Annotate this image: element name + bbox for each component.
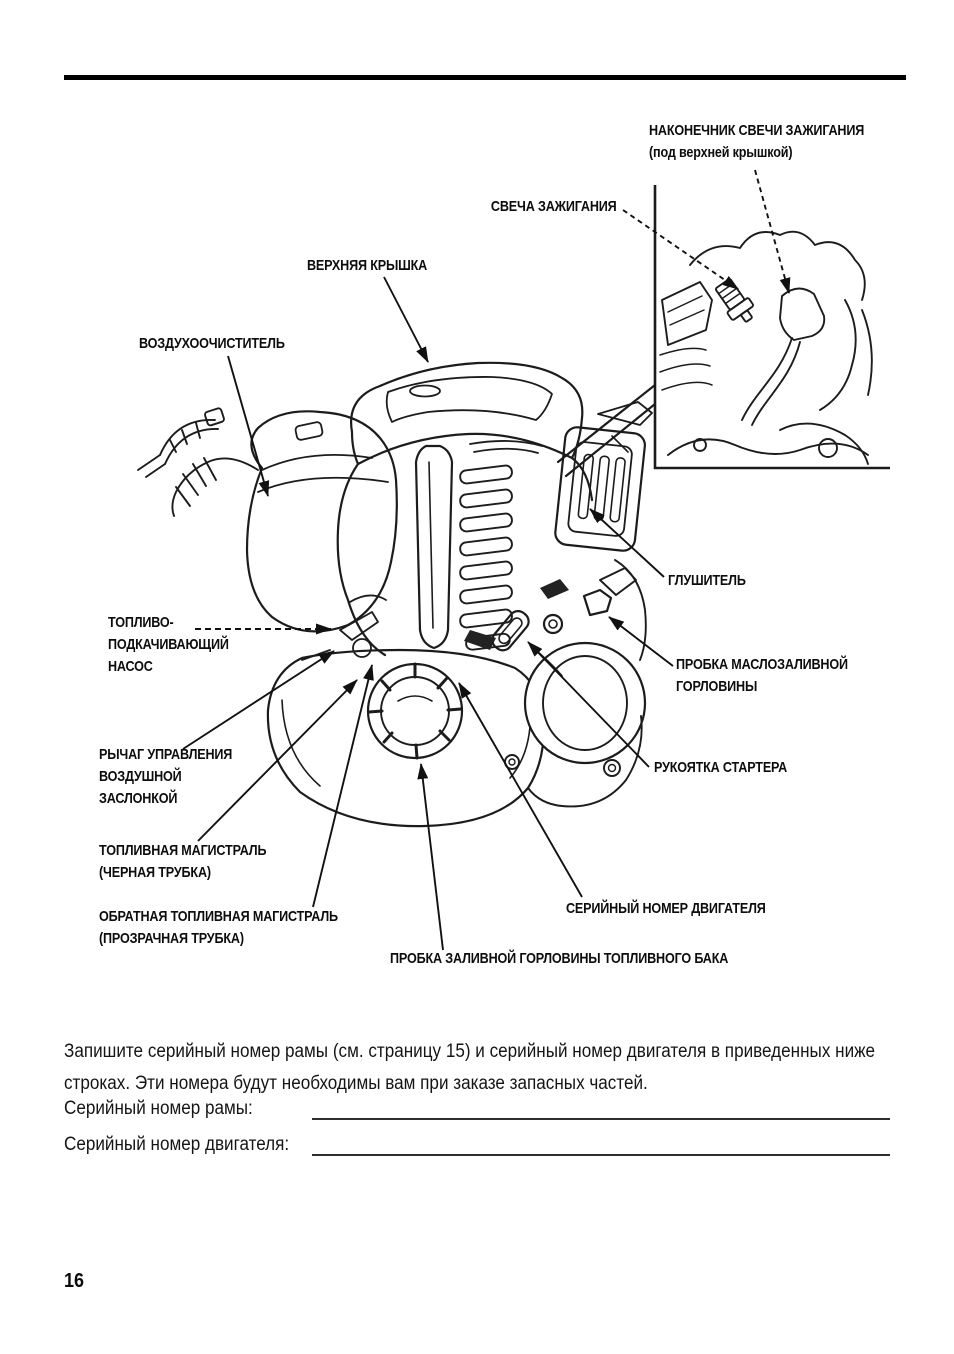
leader-top-cover (384, 277, 428, 362)
top-cover-drawing (351, 363, 582, 464)
inset-detail (655, 185, 890, 468)
leader-lines (183, 170, 789, 950)
fuel-cap-drawing (368, 664, 462, 758)
frame-serial-blank-line (312, 1098, 890, 1120)
label-choke-lever: РЫЧАГ УПРАВЛЕНИЯ ВОЗДУШНОЙ ЗАСЛОНКОЙ (99, 746, 233, 807)
handle-bar-drawing (416, 446, 452, 648)
leader-fuel-return-line (313, 665, 372, 907)
label-fuel-pump: ТОПЛИВО- ПОДКАЧИВАЮЩИЙ НАСОС (108, 614, 229, 675)
engine-serial-blank-line (312, 1134, 890, 1156)
label-muffler: ГЛУШИТЕЛЬ (668, 572, 746, 589)
label-spark-plug-cap: НАКОНЕЧНИК СВЕЧИ ЗАЖИГАНИЯ (под верхней крышкой) (649, 122, 865, 161)
paragraph-line: строках. Эти номера будут необходимы вам при заказе запасных частей. (64, 1073, 648, 1094)
inset-drawing (660, 232, 872, 464)
label-oil-filler-cap: ПРОБКА МАСЛОЗАЛИВНОЙ ГОРЛОВИНЫ (676, 656, 848, 695)
label-engine-serial: СЕРИЙНЫЙ НОМЕР ДВИГАТЕЛЯ (566, 900, 766, 917)
leader-spark-plug (623, 210, 738, 289)
label-spark-plug: СВЕЧА ЗАЖИГАНИЯ (491, 198, 617, 215)
muffler-drawing (554, 426, 646, 552)
label-fuel-tank-cap: ПРОБКА ЗАЛИВНОЙ ГОРЛОВИНЫ ТОПЛИВНОГО БАКА (390, 950, 729, 967)
label-fuel-line: ТОПЛИВНАЯ МАГИСТРАЛЬ (ЧЕРНАЯ ТРУБКА) (99, 842, 267, 881)
label-starter-grip: РУКОЯТКА СТАРТЕРА (654, 759, 788, 776)
frame-serial-row (64, 1098, 890, 1124)
leader-fuel-tank-cap (421, 764, 443, 950)
paragraph-line: Запишите серийный номер рамы (см. страницу 15) и серийный номер двигателя в приведенных ниже (64, 1041, 876, 1062)
spark-plug-drawing (712, 276, 759, 328)
frame-serial-label: Серийный номер рамы: (64, 1098, 253, 1119)
label-fuel-return-line: ОБРАТНАЯ ТОПЛИВНАЯ МАГИСТРАЛЬ (ПРОЗРАЧНАЯ ТРУБКА) (99, 908, 338, 947)
plug-cap-drawing (742, 288, 824, 425)
air-cleaner-drawing (247, 411, 397, 631)
leader-spark-plug-cap (755, 170, 789, 293)
label-top-cover: ВЕРХНЯЯ КРЫШКА (307, 257, 428, 274)
leader-muffler (590, 509, 664, 577)
oil-cap-drawing (584, 590, 611, 615)
engine-serial-label: Серийный номер двигателя: (64, 1134, 290, 1155)
engine-serial-row (64, 1134, 890, 1160)
serial-instructions (64, 1036, 875, 1100)
intake-tube-drawing (138, 408, 258, 516)
page-number: 16 (64, 1270, 85, 1292)
label-air-cleaner: ВОЗДУХООЧИСТИТЕЛЬ (139, 335, 285, 352)
